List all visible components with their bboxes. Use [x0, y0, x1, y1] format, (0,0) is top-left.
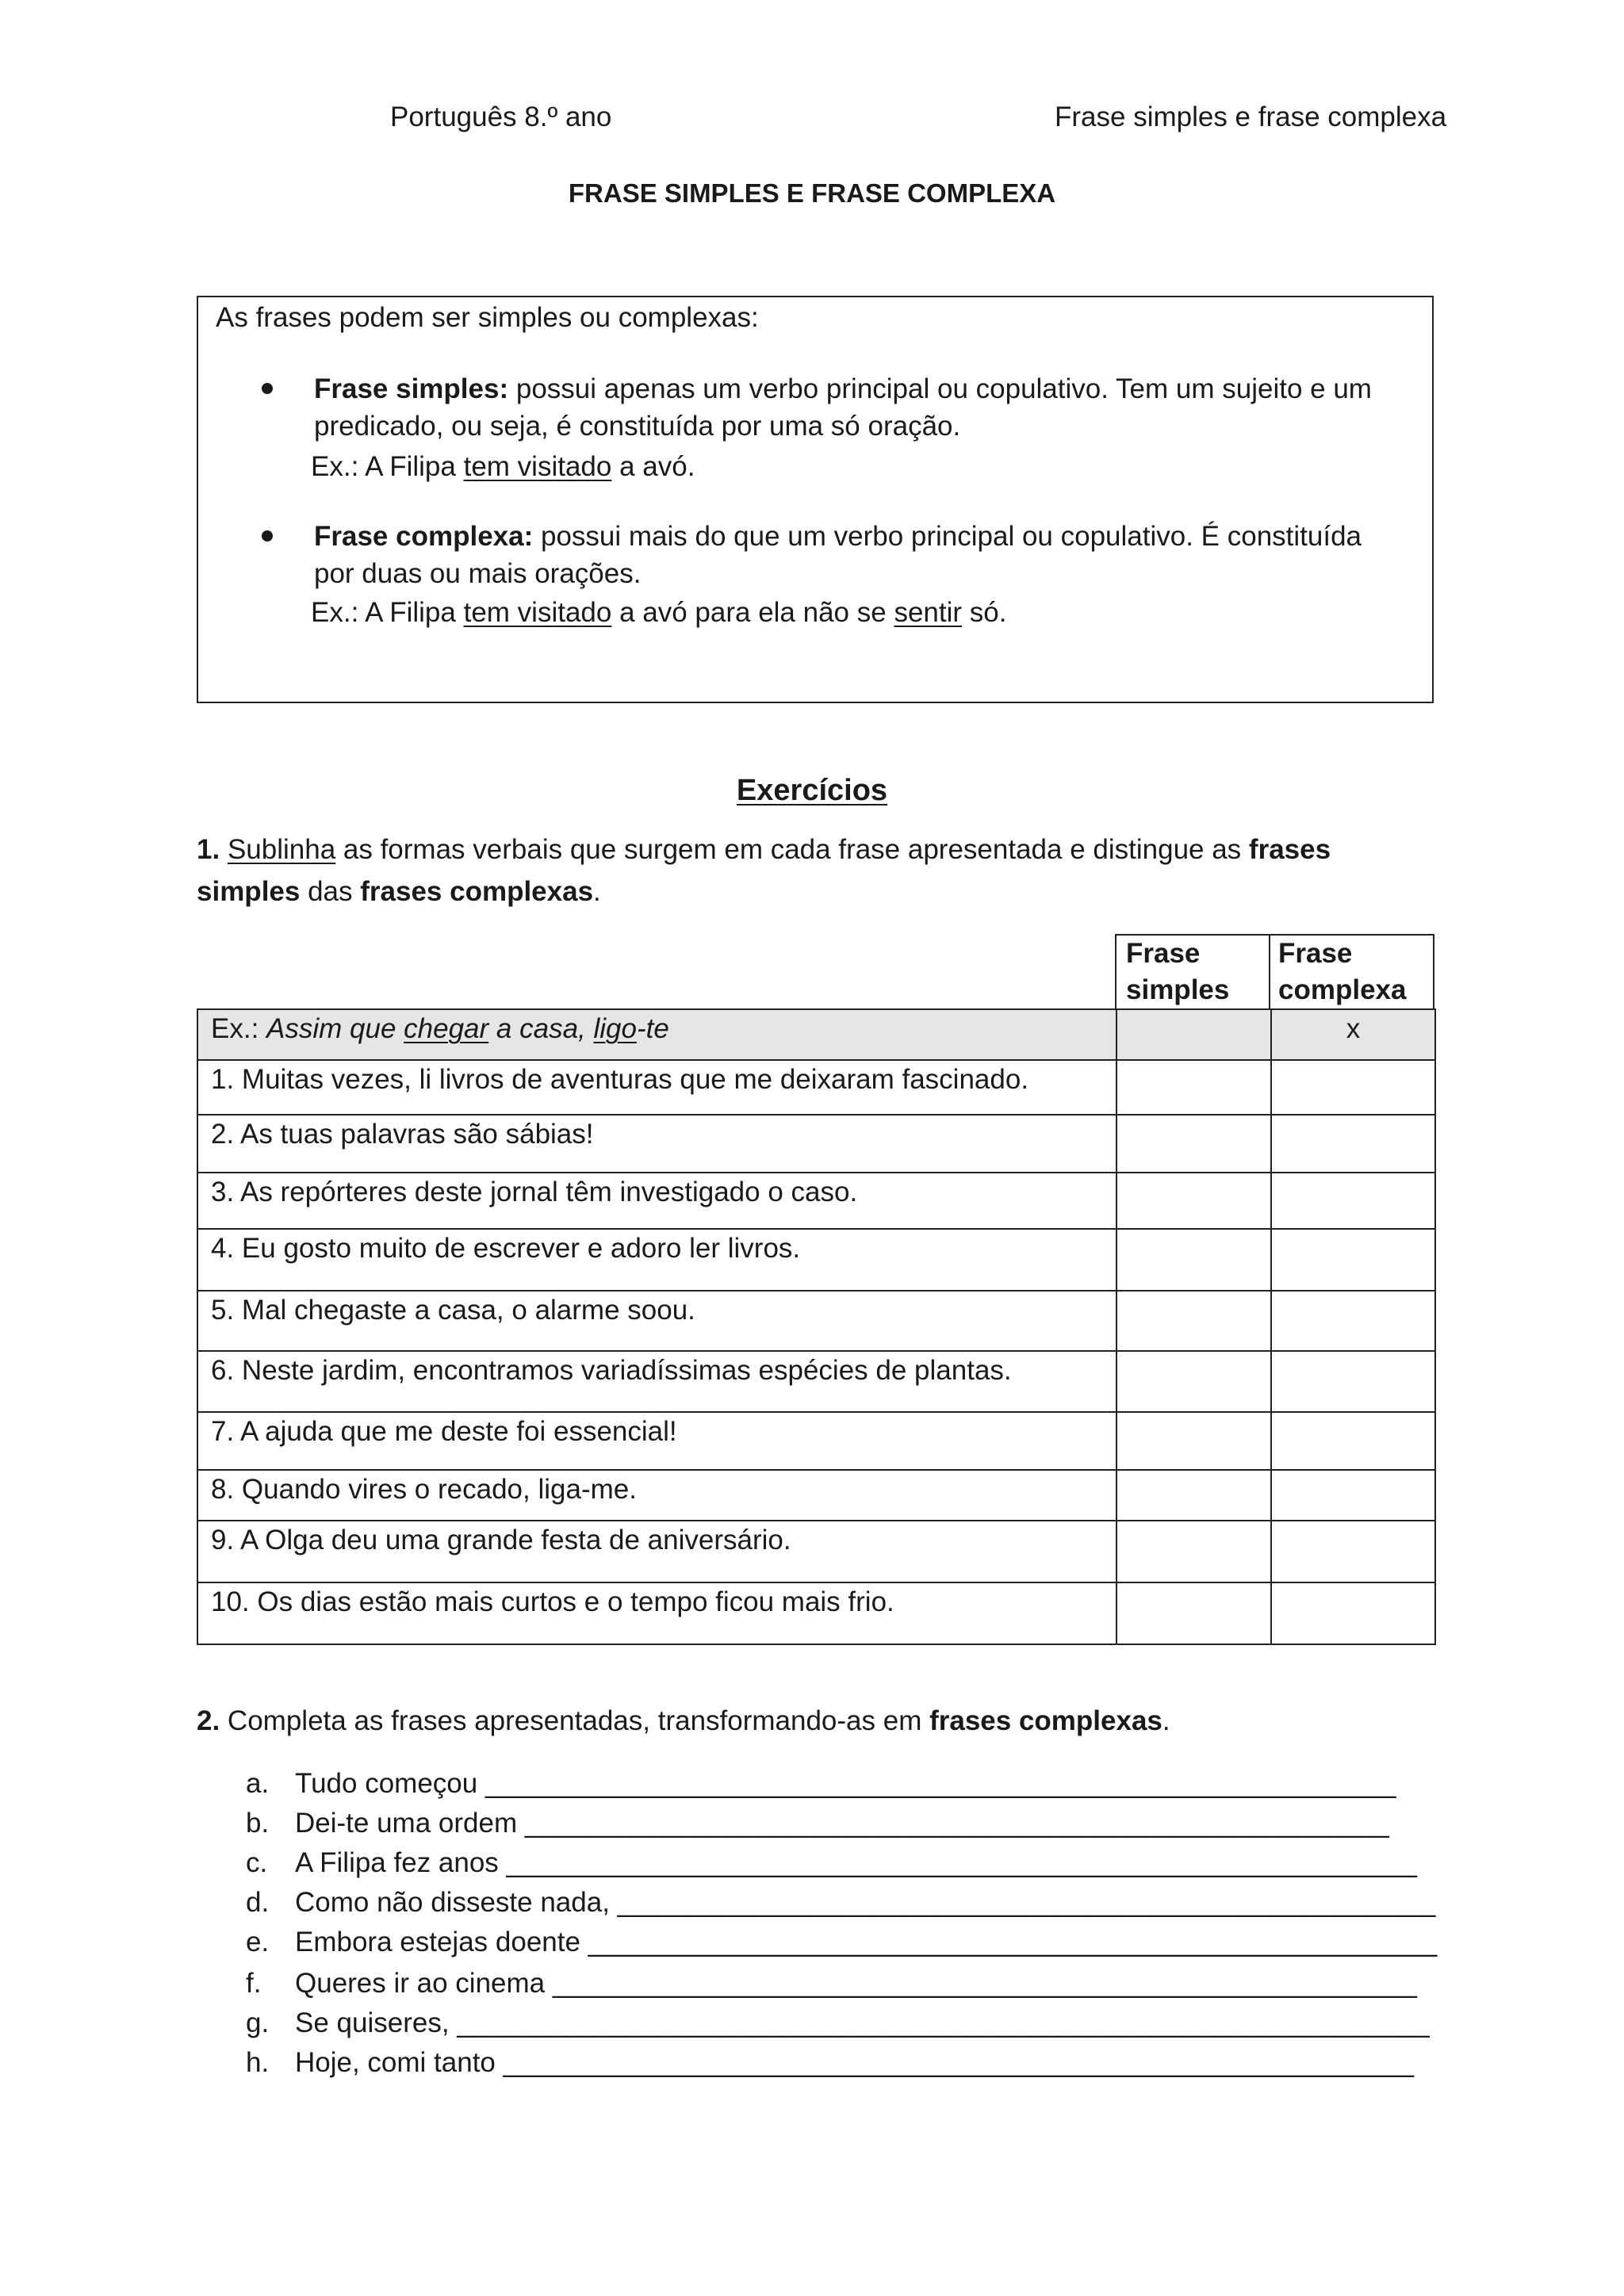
complex-answer-cell[interactable]: [1271, 1060, 1435, 1115]
complex-answer-cell[interactable]: [1271, 1412, 1435, 1470]
complex-answer-cell[interactable]: [1271, 1115, 1435, 1173]
example-verb: sentir: [894, 597, 963, 628]
sentence-cell: 6. Neste jardim, encontramos variadíssimas espécies de plantas.: [197, 1351, 1116, 1412]
column-header-complex: Frase complexa: [1269, 934, 1434, 1008]
simple-term: Frase simples:: [314, 373, 509, 404]
simple-answer-cell[interactable]: [1116, 1060, 1271, 1115]
table-row: [197, 1291, 1435, 1351]
bullet-icon: [262, 383, 273, 394]
sentence-cell: 3. As repórteres deste jornal têm investigado o caso.: [197, 1173, 1116, 1229]
table-row: [197, 1173, 1435, 1229]
list-item: d. Como não disseste nada, _____________________________________________________: [246, 1887, 1436, 1918]
simple-answer-cell[interactable]: [1116, 1412, 1271, 1470]
table-row: [197, 1351, 1435, 1412]
definition-intro: As frases podem ser simples ou complexas:: [216, 302, 759, 333]
table-row: [197, 1229, 1435, 1291]
question-1-instructions: 1. Sublinha as formas verbais que surgem em cada frase apresentada e distingue as frases simples das frases complexas.: [197, 834, 1331, 907]
simple-answer-cell[interactable]: [1116, 1582, 1271, 1644]
simple-answer-cell[interactable]: [1116, 1351, 1271, 1412]
sentence-cell: 4. Eu gosto muito de escrever e adoro ler livros.: [197, 1229, 1116, 1291]
answer-blank[interactable]: ________________________________________________________: [524, 1808, 1389, 1839]
table-row: [197, 1521, 1435, 1582]
definition-box: [197, 296, 1434, 703]
simple-answer-cell[interactable]: [1116, 1115, 1271, 1173]
bullet-icon: [262, 530, 273, 541]
example-sentence: Ex.: Assim que chegar a casa, ligo-te: [197, 1009, 1116, 1060]
complex-answer-cell[interactable]: [1271, 1229, 1435, 1291]
simple-answer-cell[interactable]: [1116, 1229, 1271, 1291]
table-row: [197, 1412, 1435, 1470]
complex-answer-cell[interactable]: [1271, 1521, 1435, 1582]
table-row: [197, 1060, 1435, 1115]
question-2-instructions: 2. Completa as frases apresentadas, transformando-as em frases complexas.: [197, 1705, 1170, 1736]
simple-answer-cell[interactable]: [1116, 1291, 1271, 1351]
question-number: 1.: [197, 834, 220, 865]
list-item: b. Dei-te uma ordem ________________________________________________________: [246, 1808, 1389, 1839]
complex-answer-cell[interactable]: [1271, 1351, 1435, 1412]
sentence-cell: 7. A ajuda que me deste foi essencial!: [197, 1412, 1116, 1470]
answer-blank[interactable]: _______________________________________________________________: [457, 2007, 1430, 2038]
answer-blank[interactable]: ___________________________________________________________: [503, 2047, 1415, 2078]
sentence-cell: 9. A Olga deu uma grande festa de aniversário.: [197, 1521, 1116, 1582]
table-row: [197, 1470, 1435, 1521]
complex-answer-cell[interactable]: [1271, 1291, 1435, 1351]
simple-answer-cell[interactable]: [1116, 1470, 1271, 1521]
table-row: [197, 1582, 1435, 1644]
simple-answer-cell[interactable]: [1116, 1173, 1271, 1229]
sentence-cell: 1. Muitas vezes, li livros de aventuras que me deixaram fascinado.: [197, 1060, 1116, 1115]
complex-example: Ex.: A Filipa tem visitado a avó para ela não se sentir só.: [311, 597, 1007, 628]
page-title: FRASE SIMPLES E FRASE COMPLEXA: [568, 178, 1056, 208]
complex-answer-cell[interactable]: [1271, 1470, 1435, 1521]
list-item: g. Se quiseres, _______________________________________________________________: [246, 2007, 1430, 2038]
list-item: c. A Filipa fez anos ___________________________________________________________: [246, 1847, 1418, 1878]
list-item: a. Tudo começou ___________________________________________________________: [246, 1768, 1396, 1799]
list-item: e. Embora estejas doente _______________________________________________________: [246, 1927, 1438, 1957]
example-verb: tem visitado: [463, 597, 612, 628]
classification-table: [197, 1008, 1436, 1645]
complex-term: Frase complexa:: [314, 521, 534, 552]
complex-answer-cell[interactable]: [1271, 1173, 1435, 1229]
complex-definition-text: possui mais do que um verbo principal ou copulativo. É constituída por duas ou mais orações.: [314, 521, 1362, 590]
simple-definition-text: possui apenas um verbo principal ou copulativo. Tem um sujeito e um predicado, ou seja, é constituída por uma só oração.: [314, 373, 1372, 442]
answer-blank[interactable]: _____________________________________________________: [617, 1887, 1436, 1918]
exercises-title: Exercícios: [736, 774, 888, 807]
header-topic: Frase simples e frase complexa: [1055, 101, 1447, 132]
header-subject: Português 8.º ano: [390, 101, 612, 132]
answer-blank[interactable]: ___________________________________________________________: [506, 1847, 1418, 1878]
simple-answer-cell[interactable]: [1116, 1521, 1271, 1582]
list-item: f. Queres ir ao cinema ________________________________________________________: [246, 1968, 1417, 1999]
complex-answer-cell[interactable]: [1271, 1582, 1435, 1644]
answer-blank[interactable]: ___________________________________________________________: [485, 1768, 1396, 1799]
question-number: 2.: [197, 1705, 220, 1736]
table-row: [197, 1115, 1435, 1173]
answer-blank[interactable]: ________________________________________________________: [552, 1968, 1417, 1999]
answer-blank[interactable]: _______________________________________________________: [588, 1927, 1438, 1957]
example-verb: tem visitado: [463, 451, 612, 482]
example-complex-mark: x: [1271, 1009, 1435, 1060]
table-example-row: [197, 1009, 1435, 1060]
example-simple-cell: [1116, 1009, 1271, 1060]
list-item: h. Hoje, comi tanto ___________________________________________________________: [246, 2047, 1415, 2078]
sentence-cell: 10. Os dias estão mais curtos e o tempo ficou mais frio.: [197, 1582, 1116, 1644]
sentence-cell: 2. As tuas palavras são sábias!: [197, 1115, 1116, 1173]
sentence-cell: 8. Quando vires o recado, liga-me.: [197, 1470, 1116, 1521]
simple-example: Ex.: A Filipa tem visitado a avó.: [311, 451, 695, 482]
column-header-simple: Frase simples: [1115, 934, 1270, 1008]
sentence-cell: 5. Mal chegaste a casa, o alarme soou.: [197, 1291, 1116, 1351]
